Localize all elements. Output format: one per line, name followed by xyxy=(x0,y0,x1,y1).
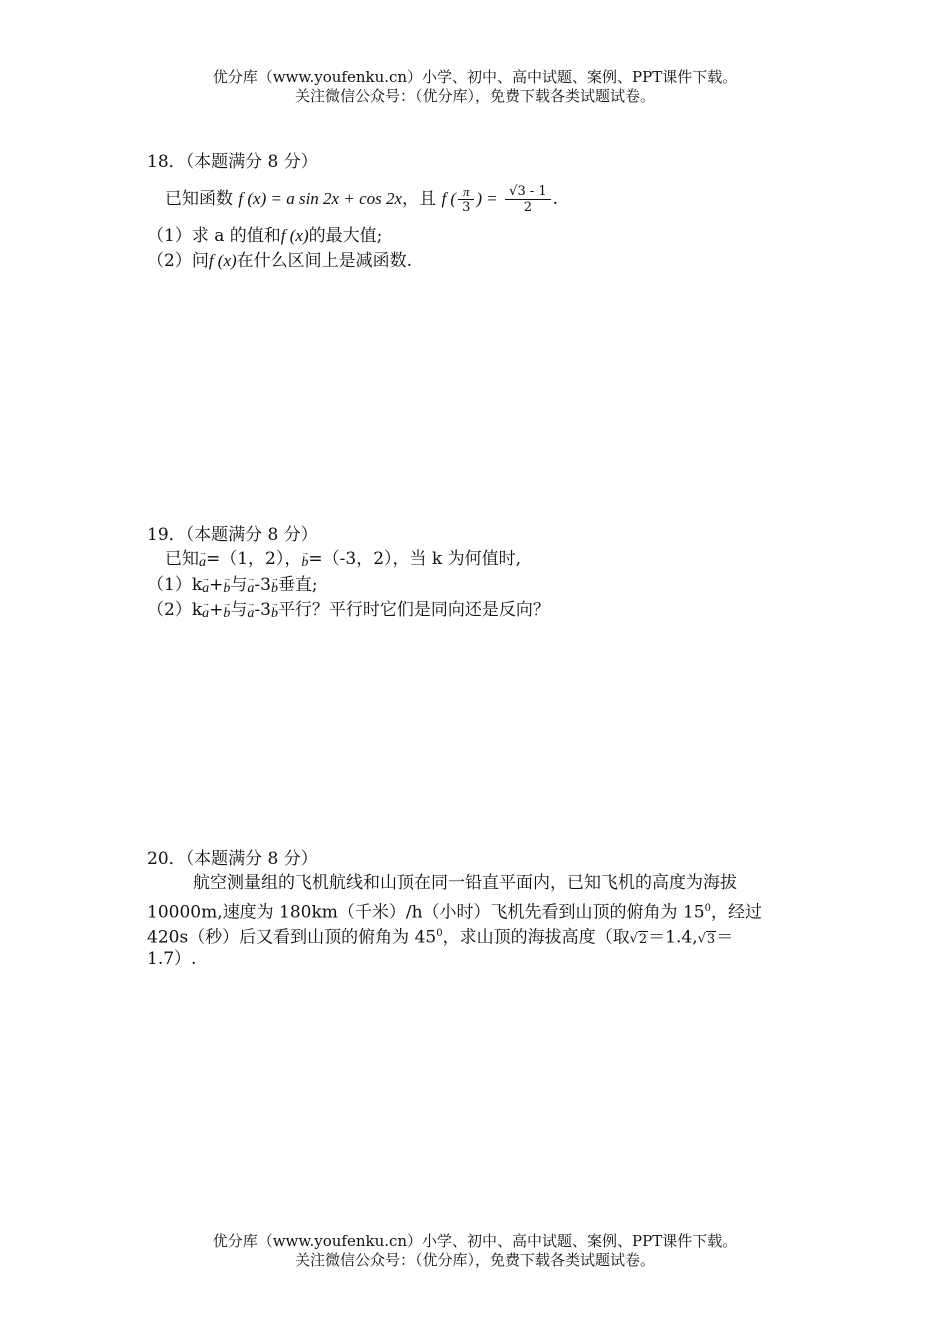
q18-p1-func: f (x) xyxy=(280,226,309,245)
degree-mark: 0 xyxy=(704,903,711,914)
degree-mark: 0 xyxy=(436,928,443,939)
q20-l3-mid: ，求山顶的海拔高度（取 xyxy=(442,927,630,948)
q18-pi-over-3 xyxy=(458,184,474,215)
sqrt-2: √2 xyxy=(629,931,648,947)
q18-period: . xyxy=(552,189,559,209)
vector-b: → b xyxy=(223,574,230,600)
q19-part-1 xyxy=(147,574,318,600)
q18-statement xyxy=(165,184,558,215)
q20-l3-eq: ＝ xyxy=(716,927,734,948)
vector-a: → a xyxy=(199,548,206,574)
q18-three: 3 xyxy=(462,200,471,215)
q19-b-value: =（-3，2），当 k 为何值时, xyxy=(308,549,522,569)
q19-with: 与 xyxy=(230,600,248,620)
q18-p2-end: 在什么区间上是减函数. xyxy=(236,251,413,271)
q18-p2-func: f (x) xyxy=(208,251,237,270)
footer-line-1: 优分库（www.youfenku.cn）小学、初中、高中试题、案例、PPT课件下载。 xyxy=(212,1232,738,1250)
q19-plus: + xyxy=(209,575,224,595)
q18-cond-eq: ) = xyxy=(476,189,498,208)
vector-a: → a xyxy=(247,574,254,600)
sqrt-3: √3 xyxy=(697,931,716,947)
q20-line-3 xyxy=(147,923,733,951)
q18-function: f (x) = a sin 2x + cos 2x xyxy=(238,189,403,208)
q19-with: 与 xyxy=(230,575,248,595)
vector-a: → a xyxy=(202,574,209,600)
q19-statement xyxy=(165,548,521,574)
q19-p2-k: （2）k xyxy=(147,600,203,620)
sqrt-3-radicand: 3 xyxy=(706,931,716,947)
q20-line-1: 航空测量组的飞机航线和山顶在同一铅直平面内，已知飞机的高度为海拔 xyxy=(193,873,737,893)
q19-a-value: =（1，2）， xyxy=(206,549,302,569)
q19-minus3: -3 xyxy=(254,575,271,595)
header-line-1: 优分库（www.youfenku.cn）小学、初中、高中试题、案例、PPT课件下载。 xyxy=(212,68,738,86)
q18-rhs-fraction xyxy=(505,184,550,215)
q18-p2-text: （2）问 xyxy=(147,251,209,271)
q18-p1-text: （1）求 a 的值和 xyxy=(147,226,281,246)
q19-part-2 xyxy=(147,599,550,625)
q20-l3-val: ＝1.4, xyxy=(648,927,698,948)
q20-l2-text: 10000m,速度为 180km（千米）/h（小时）飞机先看到山顶的俯角为 15 xyxy=(147,902,705,923)
q20-l3-text: 420s（秒）后又看到山顶的俯角为 45 xyxy=(147,927,437,948)
q20-l2-end: ，经过 xyxy=(710,902,762,923)
q20-title: 20．（本题满分 8 分） xyxy=(147,849,318,869)
vector-b: → b xyxy=(271,574,278,600)
q18-cond-left: f ( xyxy=(441,189,457,208)
vector-b: → b xyxy=(271,599,278,625)
q18-rhs-num: √3 - 1 xyxy=(505,184,550,200)
q18-part-1 xyxy=(147,225,382,247)
vector-b: → b xyxy=(223,599,230,625)
q18-mid: ，且 xyxy=(402,189,437,209)
q18-rhs-den: 2 xyxy=(523,200,533,215)
q18-p1-end: 的最大值; xyxy=(308,226,383,246)
q19-known: 已知 xyxy=(165,549,199,569)
q18-intro: 已知函数 xyxy=(165,189,233,209)
footer-line-2: 关注微信公众号：（优分库），免费下载各类试题试卷。 xyxy=(294,1251,655,1269)
vector-a: → a xyxy=(202,599,209,625)
vector-b: → b xyxy=(301,548,308,574)
header-line-2: 关注微信公众号：（优分库），免费下载各类试题试卷。 xyxy=(294,87,655,105)
q20-line-4: 1.7）. xyxy=(147,949,197,969)
q19-p1-k: （1）k xyxy=(147,575,203,595)
q18-pi: π xyxy=(458,184,474,200)
q19-minus3: -3 xyxy=(254,600,271,620)
vector-a: → a xyxy=(247,599,254,625)
q19-plus: + xyxy=(209,600,224,620)
q18-title: 18．（本题满分 8 分） xyxy=(147,152,318,172)
q20-line-2 xyxy=(147,898,762,924)
q19-title: 19．（本题满分 8 分） xyxy=(147,525,318,545)
q19-p1-end: 垂直; xyxy=(277,575,318,595)
q19-p2-end: 平行？平行时它们是同向还是反向？ xyxy=(277,600,550,620)
sqrt-2-radicand: 2 xyxy=(638,931,648,947)
q18-part-2 xyxy=(147,250,412,272)
